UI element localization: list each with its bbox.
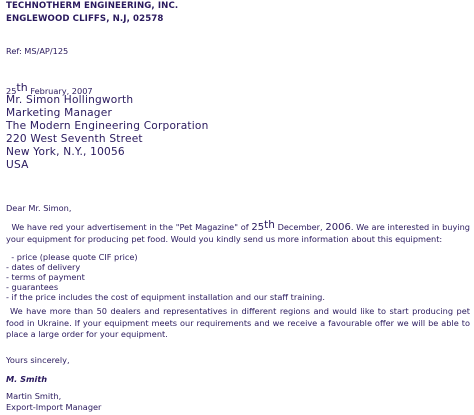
list-item: - terms of payment	[6, 272, 85, 282]
company-name: TECHNOTHERM ENGINEERING, INC.	[6, 1, 179, 11]
recipient-company: The Modern Engineering Corporation	[6, 120, 209, 132]
list-item: - if the price includes the cost of equipment installation and our staff training.	[6, 292, 325, 302]
p1-after: . We are interested in buying your equipment for producing pet food. Would you kindly send us more information about this equipment:	[6, 222, 470, 244]
recipient-city: New York, N.Y., 10056	[6, 146, 125, 158]
list-item: - price (please quote CIF price)	[6, 252, 138, 262]
company-address: ENGLEWOOD CLIFFS, N.J, 02578	[6, 14, 164, 24]
recipient-title: Marketing Manager	[6, 107, 113, 119]
paragraph-1	[6, 220, 470, 245]
salutation: Dear Mr. Simon,	[6, 203, 72, 213]
date-suffix: th	[16, 81, 28, 94]
p1-year: 2006	[325, 222, 351, 233]
p1-day: 25	[251, 222, 265, 233]
recipient-name: Mr. Simon Hollingworth	[6, 94, 134, 106]
date-day: 25	[6, 86, 17, 96]
p1-month: December,	[274, 222, 326, 232]
reference-line: Ref: MS/AP/125	[6, 46, 69, 56]
recipient-street: 220 West Seventh Street	[6, 133, 143, 145]
date-rest: February, 2007	[27, 86, 93, 96]
signature: M. Smith	[6, 374, 48, 384]
p1-before: We have red your advertisement in the "Pet Magazine" of	[11, 222, 252, 232]
list-item: - dates of delivery	[6, 262, 81, 272]
p1-suffix: th	[264, 219, 275, 231]
signer-name: Martin Smith,	[6, 391, 62, 401]
paragraph-2: We have more than 50 dealers and representatives in different regions and would like to start producing pet food in Ukraine. If your equipment meets our requirements and we receive a favourable offer we will be able to place a large order for your equipment.	[6, 306, 470, 339]
recipient-country: USA	[6, 159, 29, 171]
list-item: - guarantees	[6, 282, 59, 292]
signer-title: Export-Import Manager	[6, 402, 102, 412]
closing: Yours sincerely,	[6, 355, 70, 365]
